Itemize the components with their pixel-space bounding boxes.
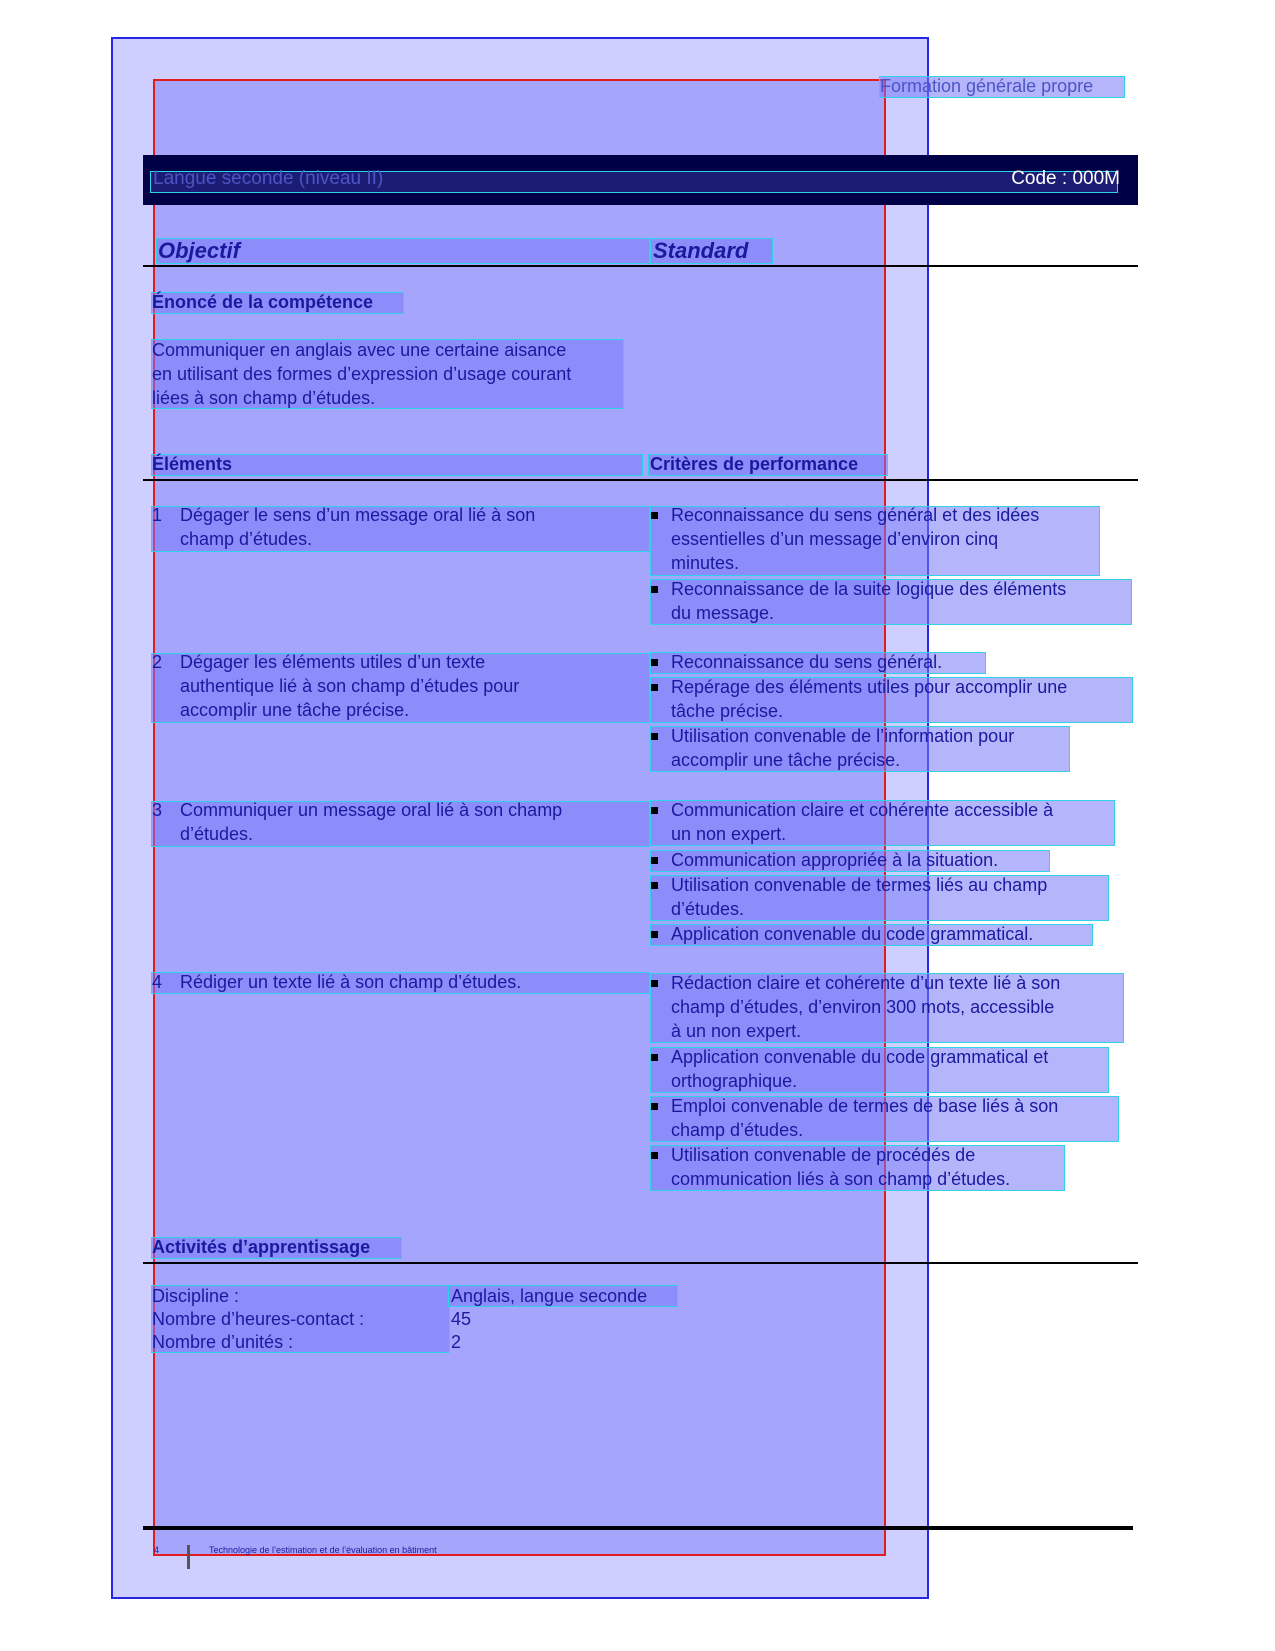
footer-separator (187, 1545, 190, 1569)
criterion-line: à un non expert. (671, 1021, 802, 1041)
element-line: champ d’études. (180, 529, 313, 549)
bullet (651, 684, 658, 691)
criterion-item (651, 798, 1121, 846)
bullet (651, 857, 658, 864)
course-title: Langue seconde (niveau II) (153, 168, 384, 189)
criterion-line: champ d’études, d’environ 300 mots, accessible (671, 997, 1055, 1017)
page-number: 4 (154, 1545, 160, 1555)
criterion-item (651, 1143, 1121, 1191)
element-line: Dégager le sens d’un message oral lié à son (180, 505, 536, 525)
criterion-line: Utilisation convenable de procédés de (671, 1145, 976, 1165)
course-code: Code : 000M (1011, 168, 1120, 189)
criterion-line: Reconnaissance du sens général. (671, 652, 943, 672)
criterion-line: champ d’études. (671, 1120, 804, 1140)
element-line: Communiquer un message oral lié à son champ (180, 800, 563, 820)
criterion-item (651, 873, 1121, 921)
criterion-line: Reconnaissance du sens général et des idées (671, 505, 1040, 525)
column-head-standard: Standard (653, 238, 749, 263)
criterion-line: Emploi convenable de termes de base liés à son (671, 1096, 1059, 1116)
criterion-line: communication liés à son champ d’études. (671, 1169, 1011, 1189)
criterion-line: minutes. (671, 553, 740, 573)
criterion-item (651, 971, 1121, 1043)
bullet (651, 659, 658, 666)
bullet (651, 980, 658, 987)
criterion-item (651, 675, 1121, 723)
competence-line: en utilisant des formes d’expression d’usage courant (152, 364, 572, 384)
activity-label: Nombre d’heures-contact : (152, 1309, 365, 1329)
footer-program-name: Technologie de l’estimation et de l’évaluation en bâtiment (209, 1545, 437, 1555)
criterion-line: Communication appropriée à la situation. (671, 850, 999, 870)
activity-value: Anglais, langue seconde (451, 1286, 648, 1306)
bullet (651, 586, 658, 593)
criterion-line: Rédaction claire et cohérente d’un texte lié à son (671, 973, 1061, 993)
bullet (651, 882, 658, 889)
criterion-line: du message. (671, 603, 775, 623)
criterion-item (651, 503, 1121, 575)
criterion-line: d’études. (671, 899, 745, 919)
criterion-line: Application convenable du code grammatical et (671, 1047, 1049, 1067)
criterion-item (651, 1045, 1121, 1093)
element-line: accomplir une tâche précise. (180, 700, 410, 720)
bullet (651, 807, 658, 814)
element-line: Rédiger un texte lié à son champ d’études. (180, 972, 522, 992)
activity-label: Discipline : (152, 1286, 240, 1306)
criterion-line: orthographique. (671, 1071, 798, 1091)
criterion-item (651, 922, 1121, 946)
criterion-line: un non expert. (671, 824, 787, 844)
criterion-item (651, 848, 1121, 872)
divider (143, 265, 1138, 267)
competence-line: liées à son champ d’études. (152, 388, 376, 408)
divider (143, 479, 1138, 481)
criterion-line: Communication claire et cohérente accessible à (671, 800, 1054, 820)
footer-divider (143, 1526, 1133, 1530)
bullet (651, 1054, 658, 1061)
criterion-line: Utilisation convenable de termes liés au champ (671, 875, 1048, 895)
element-number: 4 (152, 972, 163, 992)
criterion-line: accomplir une tâche précise. (671, 750, 901, 770)
bullet (651, 931, 658, 938)
bullet (651, 512, 658, 519)
criterion-line: Repérage des éléments utiles pour accomplir une (671, 677, 1068, 697)
element-number: 2 (152, 652, 163, 672)
bullet (651, 1152, 658, 1159)
element-number: 1 (152, 505, 163, 525)
criterion-item (651, 724, 1121, 772)
criterion-item (651, 577, 1121, 625)
activity-value: 2 (451, 1332, 462, 1352)
criterion-line: essentielles d’un message d’environ cinq (671, 529, 999, 549)
program-label: Formation générale propre (880, 76, 1094, 96)
activity-label: Nombre d’unités : (152, 1332, 294, 1352)
criterion-line: Application convenable du code grammatical. (671, 924, 1034, 944)
criteria-heading: Critères de performance (650, 454, 859, 474)
bullet (651, 1103, 658, 1110)
activities-heading: Activités d’apprentissage (152, 1237, 371, 1257)
competence-line: Communiquer en anglais avec une certaine aisance (152, 340, 567, 360)
criterion-item (651, 650, 1121, 674)
divider (143, 1262, 1138, 1264)
criterion-line: Reconnaissance de la suite logique des éléments (671, 579, 1067, 599)
element-line: authentique lié à son champ d’études pour (180, 676, 520, 696)
criterion-line: Utilisation convenable de l’information pour (671, 726, 1015, 746)
element-line: d’études. (180, 824, 254, 844)
element-number: 3 (152, 800, 163, 820)
criterion-item (651, 1094, 1121, 1142)
criterion-line: tâche précise. (671, 701, 784, 721)
bullet (651, 733, 658, 740)
column-head-objectif: Objectif (158, 238, 240, 263)
activity-value: 45 (451, 1309, 472, 1329)
element-line: Dégager les éléments utiles d’un texte (180, 652, 486, 672)
elements-heading: Éléments (152, 454, 233, 474)
competence-heading: Énoncé de la compétence (152, 292, 374, 312)
